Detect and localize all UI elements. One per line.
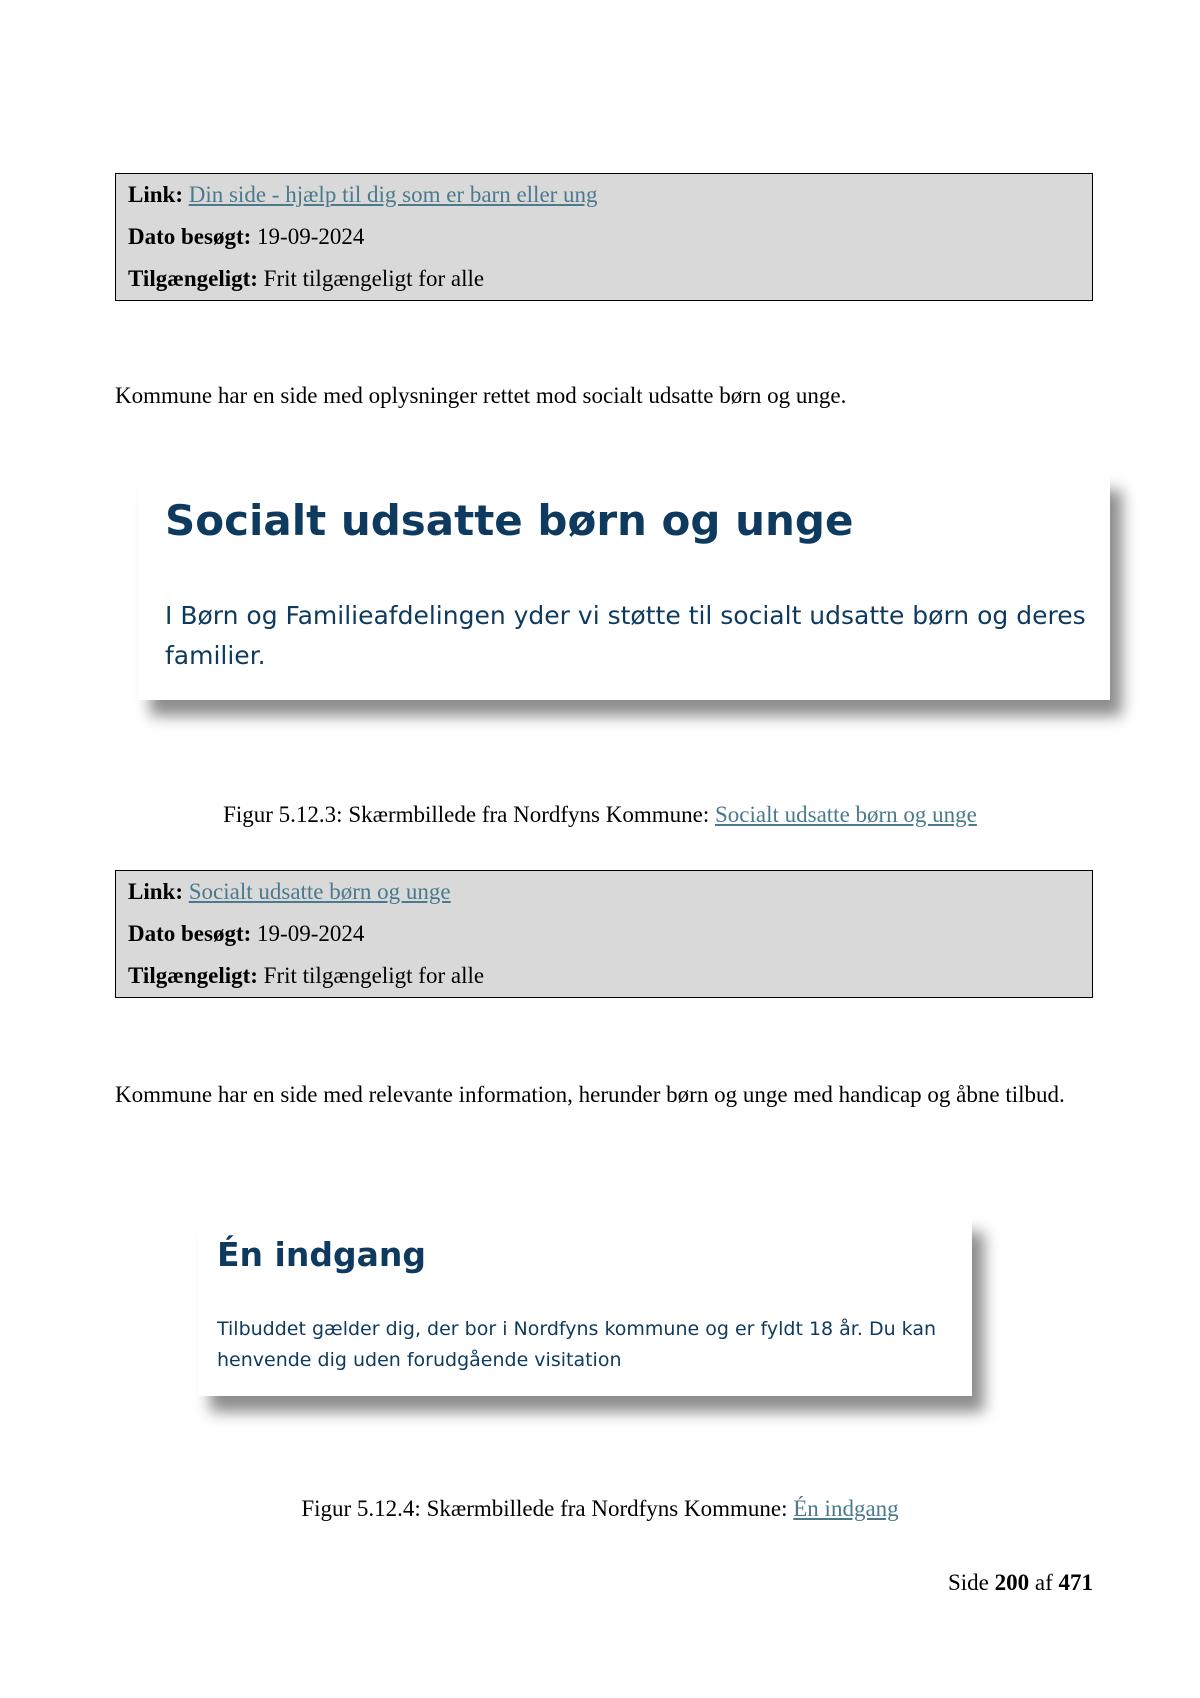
caption-text: Figur 5.12.3: Skærmbillede fra Nordfyns Kommune: — [223, 802, 715, 827]
figure-screenshot-1 — [138, 474, 1110, 700]
page-prefix: Side — [947, 1570, 989, 1595]
figure-lead-text: Tilbuddet gælder dig, der bor i Nordfyns kommune og er fyldt 18 år. Du kan henvende dig uden forudgående visitation — [217, 1318, 937, 1371]
link-label: Link: — [128, 182, 183, 207]
access-label: Tilgængeligt: — [128, 963, 258, 988]
figure-heading: Socialt udsatte børn og unge — [165, 496, 854, 545]
source-info-box-1 — [115, 173, 1093, 301]
total-pages: 471 — [1058, 1570, 1093, 1595]
page-number — [948, 1568, 1093, 1598]
current-page: 200 — [994, 1570, 1030, 1595]
access-value: Frit tilgængeligt for alle — [263, 266, 485, 291]
body-paragraph-1: Kommune har en side med oplysninger rettet mod socialt udsatte børn og unge. — [115, 383, 847, 408]
caption-text: Figur 5.12.4: Skærmbillede fra Nordfyns Kommune: — [301, 1496, 794, 1521]
caption-link[interactable]: Socialt udsatte børn og unge — [715, 802, 977, 827]
date-value: 19-09-2024 — [257, 921, 365, 946]
access-row — [128, 955, 1080, 997]
caption-link[interactable]: Én indgang — [793, 1496, 899, 1521]
date-value: 19-09-2024 — [257, 224, 365, 249]
date-label: Dato besøgt: — [128, 921, 252, 946]
source-link[interactable]: Socialt udsatte børn og unge — [188, 879, 451, 904]
figure-lead-text: I Børn og Familieafdelingen yder vi støtte til socialt udsatte børn og deres familier. — [165, 601, 1086, 670]
link-row — [128, 871, 1080, 913]
access-label: Tilgængeligt: — [128, 266, 258, 291]
access-row — [128, 258, 1080, 300]
date-row — [128, 913, 1080, 955]
body-paragraph-2: Kommune har en side med relevante information, herunder børn og unge med handicap og åbne tilbud. — [115, 1082, 1065, 1107]
figure-heading: Én indgang — [217, 1235, 426, 1274]
link-label: Link: — [128, 879, 183, 904]
date-label: Dato besøgt: — [128, 224, 252, 249]
page-middle: af — [1034, 1570, 1053, 1595]
source-info-box-2 — [115, 870, 1093, 998]
figure-caption-1 — [0, 800, 1200, 830]
figure-caption-2 — [0, 1494, 1200, 1524]
date-row — [128, 216, 1080, 258]
source-link[interactable]: Din side - hjælp til dig som er barn eller ung — [188, 182, 598, 207]
access-value: Frit tilgængeligt for alle — [263, 963, 485, 988]
link-row — [128, 174, 1080, 216]
figure-screenshot-2 — [198, 1216, 972, 1396]
